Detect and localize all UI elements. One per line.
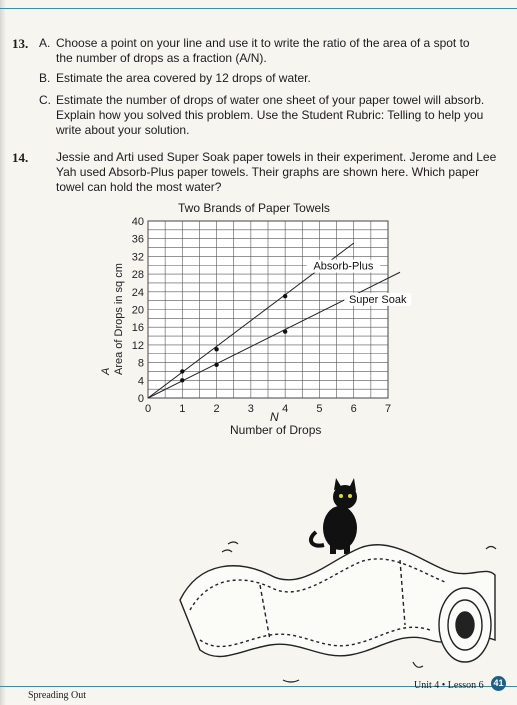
- page-number-badge: 41: [491, 676, 506, 691]
- data-point-super-soak: [180, 378, 184, 382]
- data-point-absorb-plus: [214, 347, 218, 351]
- question-13-number: 13.: [12, 36, 29, 51]
- x-tick-label: 7: [384, 403, 392, 415]
- data-point-absorb-plus: [180, 369, 184, 373]
- y-tick-label: 8: [137, 357, 144, 370]
- part-b-text: Estimate the area covered by 12 drops of water.: [56, 71, 311, 85]
- series-label: Absorb-Plus: [313, 260, 374, 273]
- y-tick-label: 20: [131, 304, 144, 317]
- data-point-absorb-plus: [283, 294, 287, 298]
- y-tick-label: 28: [131, 269, 144, 282]
- x-axis-variable: N: [270, 410, 279, 424]
- x-tick-label: 6: [350, 403, 357, 415]
- x-tick-label: 4: [282, 403, 289, 415]
- data-point-super-soak: [214, 363, 218, 367]
- series-label: Super Soak: [348, 293, 407, 306]
- part-c-label: C.: [39, 93, 51, 107]
- y-axis-variable: A: [100, 367, 112, 375]
- part-c-text: Estimate the number of drops of water one sheet of your paper towel will absorb. Explain how you solved this problem. Use the Student Rubric: Telling to help you write about your solution.: [56, 93, 485, 137]
- x-tick-label: 1: [179, 403, 186, 415]
- x-axis-label: Number of Drops: [230, 423, 322, 437]
- part-a-text: Choose a point on your line and use it to write the ratio of the area of a spot to the number of drops as a fraction (A/N).: [56, 36, 470, 65]
- y-tick-label: 40: [131, 216, 144, 228]
- x-tick-label: 3: [247, 403, 254, 415]
- footer-unit-lesson: Unit 4 • Lesson 6: [414, 680, 484, 691]
- y-tick-label: 4: [137, 375, 144, 388]
- data-point-super-soak: [283, 329, 287, 333]
- x-tick-label: 5: [316, 403, 323, 415]
- y-tick-label: 36: [131, 233, 144, 246]
- part-a-label: A.: [39, 36, 51, 50]
- y-axis-label: Area of Drops in sq cm: [113, 263, 125, 375]
- y-tick-label: 12: [131, 339, 144, 352]
- y-tick-label: 16: [131, 322, 144, 335]
- y-tick-label: 24: [131, 286, 144, 299]
- y-tick-label: 32: [131, 251, 144, 264]
- part-b-label: B.: [39, 71, 51, 85]
- footer-section-title: Spreading Out: [28, 690, 87, 701]
- question-14-number: 14.: [12, 150, 29, 165]
- chart-title: Two Brands of Paper Towels: [178, 201, 330, 215]
- y-tick-label: 0: [137, 393, 144, 405]
- x-tick-label: 0: [144, 403, 152, 415]
- x-tick-label: 2: [213, 403, 220, 415]
- question-14-text: Jessie and Arti used Super Soak paper towels in their experiment. Jerome and Lee Yah used Absorb-Plus paper towels. Their graphs are shown here. Which paper towel can hold the most water?: [56, 150, 497, 194]
